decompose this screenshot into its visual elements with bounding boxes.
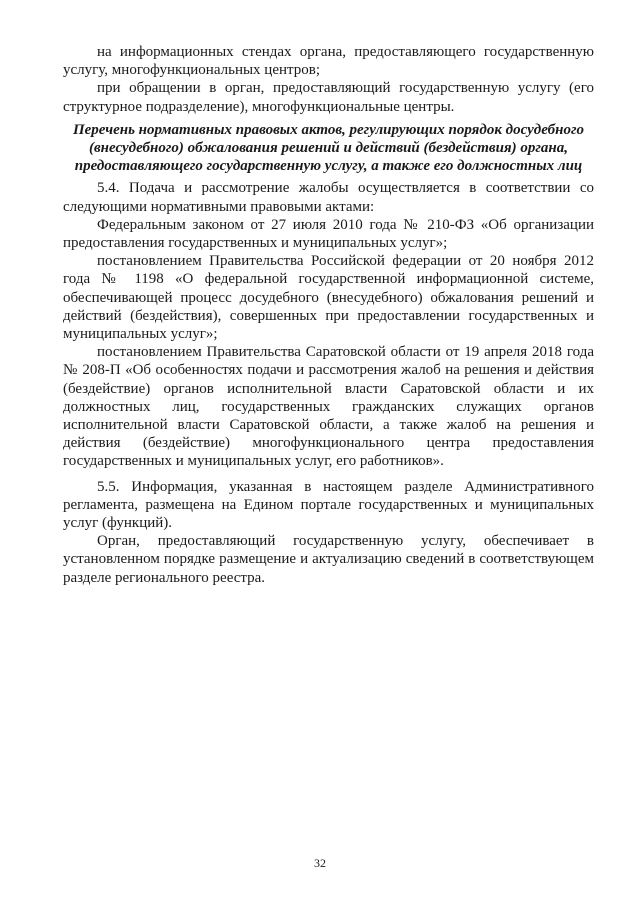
section-heading: Перечень нормативных правовых актов, регулирующих порядок досудебного (внесудебного) обжалования решений и действий (бездействия) органа, предоставляющего государственную услугу, а также его должностных лиц [72,121,585,175]
paragraph-office-appeal: при обращении в орган, предоставляющий государственную услугу (его структурное подразделение), многофункциональные центры. [63,80,594,115]
paragraph-federal-law: Федеральным законом от 27 июля 2010 года № 210-ФЗ «Об организации предоставления государственных и муниципальных услуг»; [63,216,594,252]
paragraph-saratov-resolution: постановлением Правительства Саратовской области от 19 апреля 2018 года № 208-П «Об особенностях подачи и рассмотрения жалоб на решения и действия (бездействие) органов исполнительной власти Саратовской области и их должностных лиц, государственных гражданских служащих органов исполнительной власти Саратовской области, а также жалоб на решения и действия (бездействие) многофункционального центра предоставления государственных и муниципальных услуг, его работников». [63,344,594,470]
paragraph-5-4-intro: 5.4. Подача и рассмотрение жалобы осуществляется в соответствии со следующими нормативными правовыми актами: [63,180,594,215]
paragraph-5-5-info: 5.5. Информация, указанная в настоящем разделе Административного регламента, размещена на Едином портале государственных и муниципальных услуг (функций). [63,478,594,532]
page-number: 32 [314,856,326,870]
document-body [63,43,594,587]
paragraph-info-stands: на информационных стендах органа, предоставляющего государственную услугу, многофункциональных центров; [63,44,594,79]
paragraph-government-resolution: постановлением Правительства Российской федерации от 20 ноября 2012 года № 1198 «О федеральной государственной информационной системе, обеспечивающей процесс досудебного (внесудебного) обжалования решений и действий (бездействия), совершенных при предоставлении государственных и муниципальных услуг»; [63,253,594,343]
paragraph-registry-update: Орган, предоставляющий государственную услугу, обеспечивает в установленном порядке размещение и актуализацию сведений в соответствующем разделе регионального реестра. [63,533,594,586]
